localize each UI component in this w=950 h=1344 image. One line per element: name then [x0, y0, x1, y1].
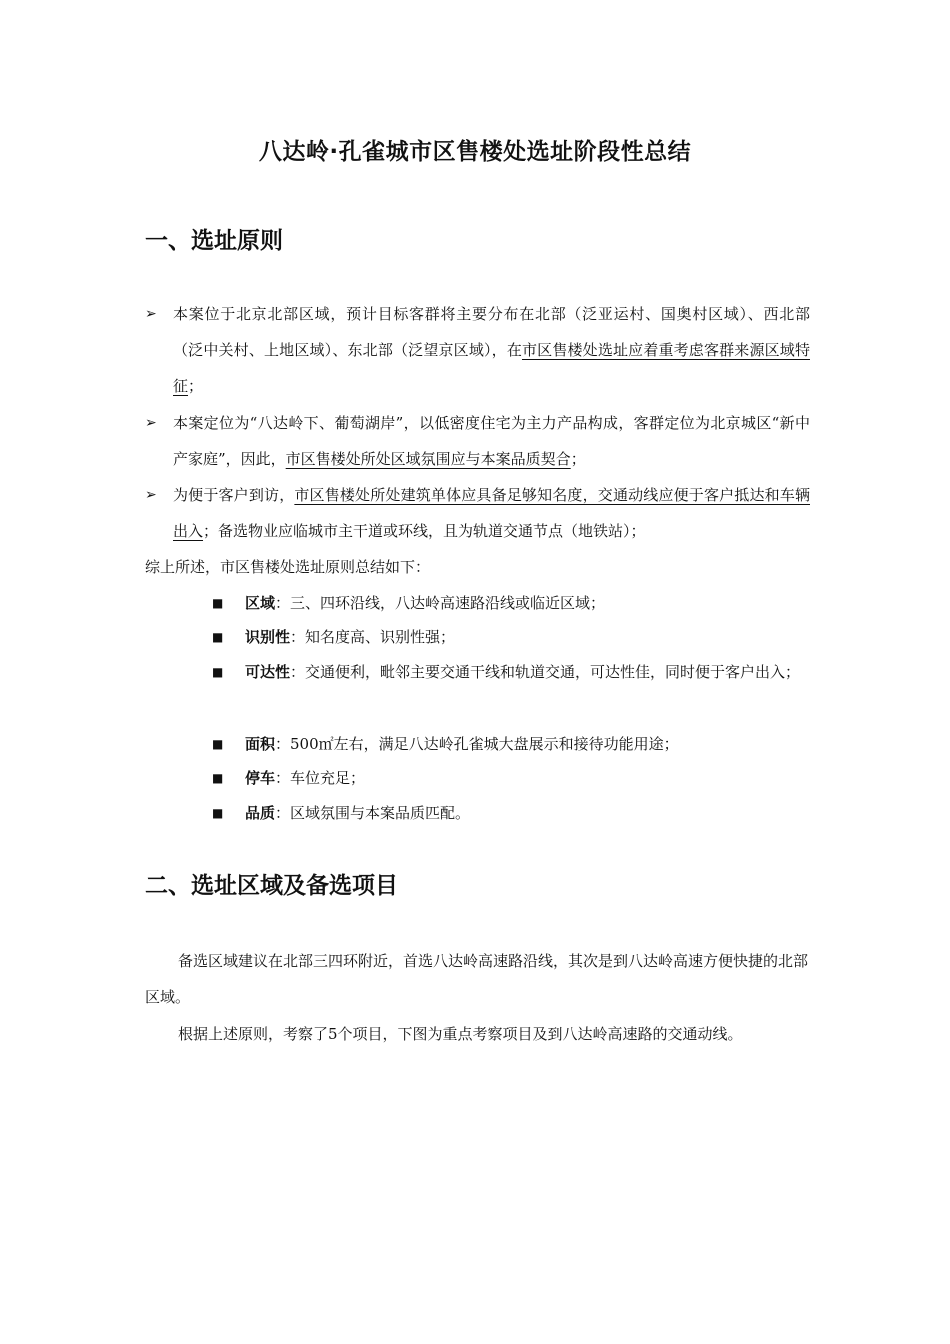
- arrow-bullet-icon: ➢: [145, 487, 157, 503]
- section2-paragraph-1: 备选区域建议在北部三四环附近，首选八达岭高速路沿线，其次是到八达岭高速方便快捷的北部区域。: [145, 952, 809, 1006]
- bullet-text: 本案位于北京北部区域，预计目标客群将主要分布在北部（泛亚运村、国奥村区域）、西北部（泛中关村、上地区域）、东北部（泛望京区域），在市区售楼处选址应着重考虑客群来源区域特征；: [173, 305, 810, 395]
- square-bullet-icon: ■: [212, 771, 224, 785]
- principle-item-accessibility: ■ 可达性：交通便利，毗邻主要交通干线和轨道交通，可达性佳，同时便于客户出入；: [212, 654, 807, 690]
- principle-item-parking: ■ 停车：车位充足；: [212, 760, 812, 796]
- bullet-text: 为便于客户到访，市区售楼处所处建筑单体应具备足够知名度，交通动线应便于客户抵达和车辆出入；备选物业应临城市主干道或环线，且为轨道交通节点（地铁站）；: [173, 486, 810, 540]
- principle-bullet-3: [145, 477, 810, 549]
- section2-heading: 二、选址区域及备选项目: [145, 873, 398, 899]
- principle-item-size: ■ 面积：500㎡左右，满足八达岭孔雀城大盘展示和接待功能用途；: [212, 726, 812, 762]
- arrow-bullet-icon: ➢: [145, 306, 157, 322]
- square-bullet-icon: ■: [212, 806, 224, 820]
- square-bullet-icon: ■: [212, 665, 224, 679]
- principle-item-area: ■ 区域：三、四环沿线，八达岭高速路沿线或临近区域；: [212, 585, 812, 621]
- arrow-bullet-icon: ➢: [145, 415, 157, 431]
- section1-heading: 一、选址原则: [145, 228, 283, 254]
- square-bullet-icon: ■: [212, 737, 224, 751]
- principle-bullet-2: [145, 405, 810, 477]
- document-title: 八达岭·孔雀城市区售楼处选址阶段性总结: [258, 139, 692, 165]
- principle-item-quality: ■ 品质：区域氛围与本案品质匹配。: [212, 795, 812, 831]
- principle-bullet-1: [145, 296, 810, 404]
- square-bullet-icon: ■: [212, 596, 224, 610]
- bullet-text: 本案定位为“八达岭下、葡萄湖岸”，以低密度住宅为主力产品构成，客群定位为北京城区“新中产家庭”，因此，市区售楼处所处区域氛围应与本案品质契合；: [173, 414, 810, 468]
- square-bullet-icon: ■: [212, 630, 224, 644]
- section2-paragraph-2: 根据上述原则，考察了5个项目，下图为重点考察项目及到八达岭高速路的交通动线。: [178, 1025, 743, 1043]
- summary-line: 综上所述，市区售楼处选址原则总结如下：: [145, 558, 431, 576]
- principle-item-recognition: ■ 识别性：知名度高、识别性强；: [212, 619, 812, 655]
